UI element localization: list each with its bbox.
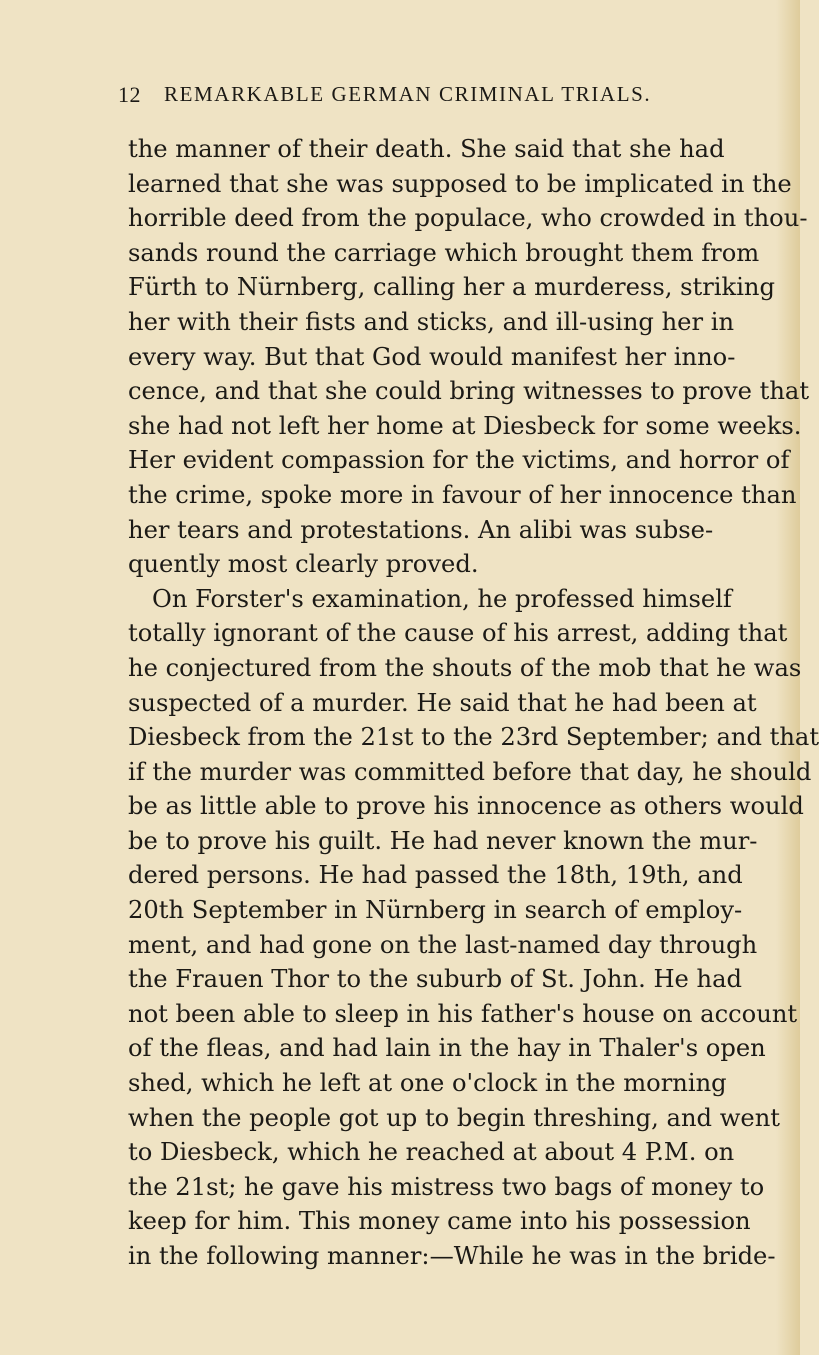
text-line: Diesbeck from the 21st to the 23rd September; and that — [128, 723, 819, 752]
paragraph-end-line: quently most clearly proved. — [128, 550, 479, 579]
text-line: be as little able to prove his innocence as others would — [128, 792, 804, 821]
text-line: horrible deed from the populace, who crowded in thou- — [128, 204, 808, 233]
text-line: the manner of their death. She said that she had — [128, 135, 725, 163]
text-line: suspected of a murder. He said that he had been at — [128, 688, 757, 717]
text-line: of the fleas, and had lain in the hay in Thaler's open — [128, 1034, 766, 1063]
page-number: 12 — [118, 82, 141, 107]
text-line: when the people got up to begin threshing, and went — [128, 1103, 781, 1132]
text-line: he conjectured from the shouts of the mob that he was — [128, 653, 802, 682]
text-line: not been able to sleep in his father's house on account — [128, 999, 798, 1028]
body-text — [128, 132, 819, 1274]
text-line: the Frauen Thor to the suburb of St. John. He had — [128, 965, 743, 994]
running-head: REMARKABLE GERMAN CRIMINAL TRIALS. — [164, 82, 652, 106]
text-line: Fürth to Nürnberg, calling her a murderess, striking — [128, 273, 775, 302]
text-line: ment, and had gone on the last-named day through — [128, 930, 758, 959]
text-line: the 21st; he gave his mistress two bags of money to — [128, 1172, 765, 1201]
text-line: her tears and protestations. An alibi was subse- — [128, 515, 714, 544]
text-line: her with their fists and sticks, and ill-using her in — [128, 307, 735, 336]
text-line: she had not left her home at Diesbeck for some weeks. — [128, 411, 802, 440]
text-line: cence, and that she could bring witnesses to prove that — [128, 377, 810, 406]
text-line: in the following manner:—While he was in the bride- — [128, 1242, 776, 1270]
text-line: if the murder was committed before that day, he should — [128, 757, 812, 786]
text-line: sands round the carriage which brought them from — [128, 238, 760, 267]
text-line: every way. But that God would manifest her inno- — [128, 342, 736, 371]
text-line: to Diesbeck, which he reached at about 4 P.M. on — [128, 1138, 735, 1167]
text-line: shed, which he left at one o'clock in the morning — [128, 1069, 727, 1098]
text-line: be to prove his guilt. He had never known the mur- — [128, 826, 758, 855]
text-line: dered persons. He had passed the 18th, 19th, and — [128, 861, 743, 890]
text-line: totally ignorant of the cause of his arrest, adding that — [128, 619, 788, 648]
text-line: keep for him. This money came into his possession — [128, 1207, 751, 1236]
text-line: learned that she was supposed to be implicated in the — [128, 169, 792, 198]
text-line: the crime, spoke more in favour of her innocence than — [128, 480, 797, 509]
page-header — [118, 82, 678, 112]
text-line: 20th September in Nürnberg in search of employ- — [128, 896, 743, 925]
text-line: Her evident compassion for the victims, and horror of — [128, 446, 790, 475]
paragraph-start-line: On Forster's examination, he professed himself — [152, 584, 732, 613]
